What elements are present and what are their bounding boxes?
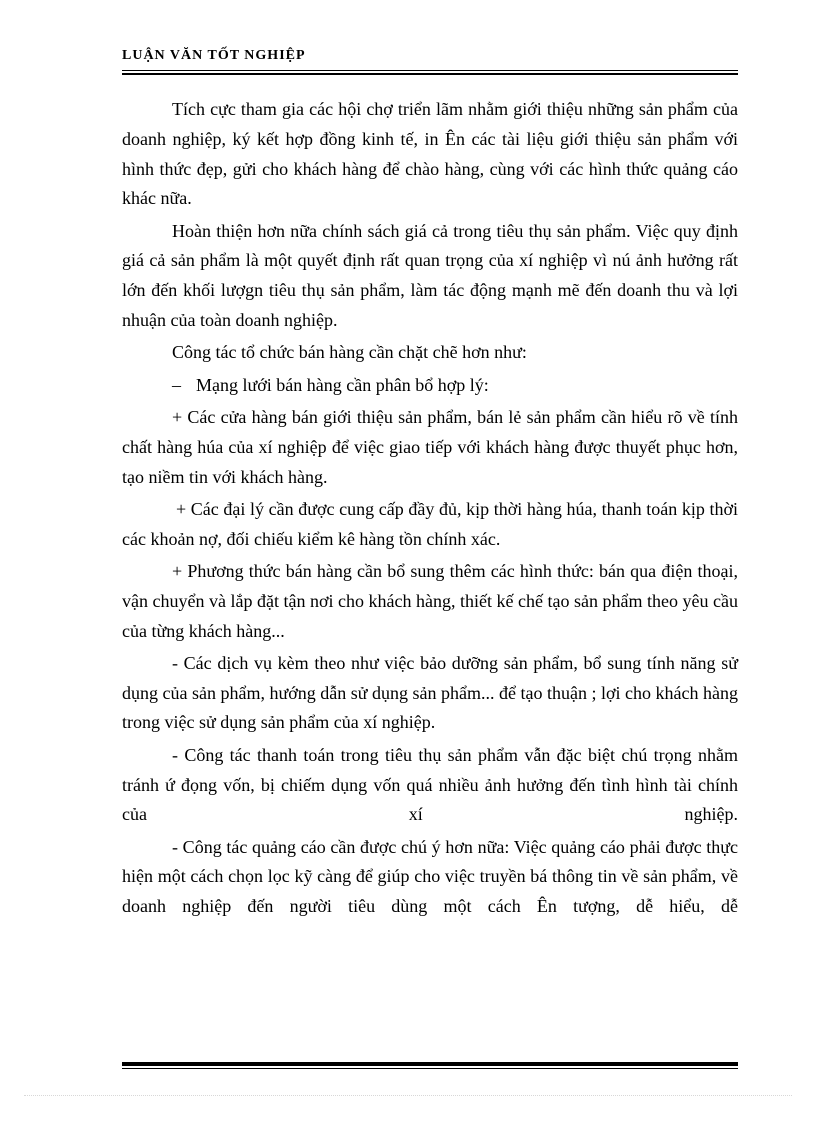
paragraph: + Các đại lý cần được cung cấp đầy đủ, kịp thời hàng húa, thanh toán kịp thời các khoản nợ, đối chiếu kiểm kê hàng tồn chính xác. xyxy=(122,498,738,549)
header-rule-thin xyxy=(122,70,738,71)
page-edge-line xyxy=(24,1095,792,1096)
paragraph: - Công tác quảng cáo cần được chú ý hơn nữa: Việc quảng cáo phải được thực hiện một cách chọn lọc kỹ càng để giúp cho việc truyền bá thông tin về sản phẩm, về doanh nghiệp đến người tiêu dùng một cách Ên tượng, dễ hiểu, dễ xyxy=(122,836,738,917)
paragraph: - Công tác thanh toán trong tiêu thụ sản phẩm vẫn đặc biệt chú trọng nhằm tránh ứ đọng vốn, bị chiếm dụng vốn quá nhiều ảnh hưởng đến tình hình tài chính của xí nghiệp. xyxy=(122,744,738,825)
paragraph: Tích cực tham gia các hội chợ triển lãm nhằm giới thiệu những sản phẩm của doanh nghiệp, ký kết hợp đồng kinh tế, in Ên các tài liệu giới thiệu sản phẩm với hình thức đẹp, gửi cho khách hàng để chào hàng, cùng với các hình thức quảng cáo khác nữa. xyxy=(122,99,738,209)
paragraph: Công tác tổ chức bán hàng cần chặt chẽ hơn như: xyxy=(172,342,527,363)
bullet-text: Mạng lưới bán hàng cần phân bổ hợp lý: xyxy=(196,374,489,395)
paragraph: - Các dịch vụ kèm theo như việc bảo dưỡng sản phẩm, bổ sung tính năng sử dụng của sản phẩm, hướng dẫn sử dụng sản phẩm... để tạo thuận ; lợi cho khách hàng trong việc sử dụng sản phẩm của xí nghiệp. xyxy=(122,652,738,733)
paragraph: Hoàn thiện hơn nữa chính sách giá cả trong tiêu thụ sản phẩm. Việc quy định giá cả sản phẩm là một quyết định rất quan trọng của xí nghiệp vì nú ảnh hưởng rất lớn đến khối lượgn tiêu thụ sản phẩm, làm tác động mạnh mẽ đến doanh thu và lợi nhuận của toàn doanh nghiệp. xyxy=(122,220,738,331)
footer-rule-thin xyxy=(122,1068,738,1069)
running-header: LUẬN VĂN TỐT NGHIỆP xyxy=(122,48,306,63)
bullet-paragraph xyxy=(122,371,738,401)
footer-rule-thick xyxy=(122,1062,738,1066)
paragraph: + Các cửa hàng bán giới thiệu sản phẩm, bán lẻ sản phẩm cần hiểu rõ về tính chất hàng húa của xí nghiệp để việc giao tiếp với khách hàng được thuyết phục hơn, tạo niềm tin với khách hàng. xyxy=(122,406,738,487)
header-rule-thick xyxy=(122,73,738,75)
document-body xyxy=(122,95,738,925)
dash-bullet-icon: – xyxy=(172,374,181,395)
paragraph: + Phương thức bán hàng cần bổ sung thêm các hình thức: bán qua điện thoại, vận chuyển và lắp đặt tận nơi cho khách hàng, thiết kế chế tạo sản phẩm theo yêu cầu của từng khách hàng... xyxy=(122,560,738,641)
